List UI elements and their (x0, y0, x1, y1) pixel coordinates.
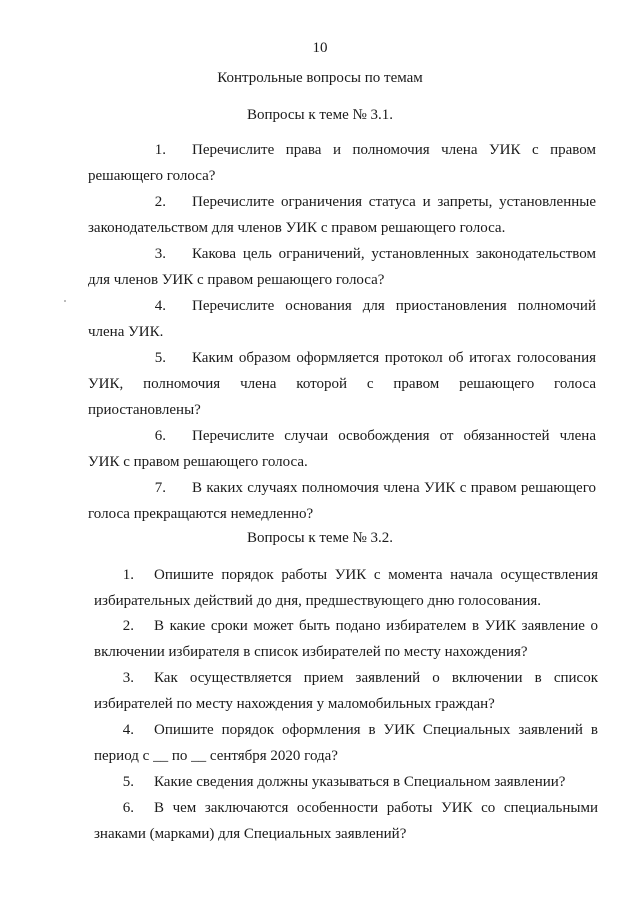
question-text: Перечислите основания для приостановления полномочий члена УИК. (88, 298, 596, 340)
section-2-question-1 (94, 562, 598, 614)
question-text: Перечислите случаи освобождения от обязанностей члена УИК с правом решающего голоса. (88, 428, 596, 470)
question-number: 4. (122, 722, 134, 738)
question-text: В чем заключаются особенности работы УИК со специальными знаками (марками) для Специальных заявлений? (94, 800, 598, 842)
question-text: Перечислите ограничения статуса и запреты, установленные законодательством для членов УИК с правом решающего голоса. (88, 194, 596, 236)
question-number: 1. (122, 567, 134, 583)
section-2-question-6 (94, 795, 598, 847)
question-number: 4. (154, 298, 166, 314)
section-1-question-2 (88, 189, 596, 241)
question-number: 3. (122, 670, 134, 686)
question-text: Опишите порядок работы УИК с момента начала осуществления избирательных действий до дня, предшествующего дню голосования. (94, 567, 598, 609)
question-text: В каких случаях полномочия члена УИК с правом решающего голоса прекращаются немедленно? (88, 480, 596, 522)
question-number: 3. (154, 246, 166, 262)
question-number: 2. (122, 618, 134, 634)
section-1-question-4 (88, 293, 596, 345)
section-2-question-4 (94, 717, 598, 769)
section-1-question-6 (88, 423, 596, 475)
question-text: Какова цель ограничений, установленных законодательством для членов УИК с правом решающего голоса? (88, 246, 596, 288)
section-1-question-1 (88, 137, 596, 189)
question-number: 6. (154, 428, 166, 444)
section-1-question-3 (88, 241, 596, 293)
section-1-question-5 (88, 345, 596, 423)
question-text: Каким образом оформляется протокол об итогах голосования УИК, полномочия члена которой с правом решающего голоса приостановлены? (88, 350, 596, 418)
question-text: Как осуществляется прием заявлений о включении в список избирателей по месту нахождения у маломобильных граждан? (94, 670, 598, 712)
main-heading: Контрольные вопросы по темам (217, 70, 423, 86)
question-number: 5. (154, 350, 166, 366)
section-2-question-3 (94, 665, 598, 717)
question-text: Какие сведения должны указываться в Специальном заявлении? (154, 774, 566, 790)
question-number: 1. (154, 142, 166, 158)
question-text: Перечислите права и полномочия члена УИК с правом решающего голоса? (88, 142, 596, 184)
section-2-question-5 (94, 769, 598, 795)
page-number: 10 (312, 40, 328, 56)
question-text: В какие сроки может быть подано избирателем в УИК заявление о включении избирателя в список избирателей по месту нахождения? (94, 618, 598, 660)
section-2-question-2 (94, 613, 598, 665)
section-1-question-7 (88, 475, 596, 527)
question-number: 6. (122, 800, 134, 816)
question-text: Опишите порядок оформления в УИК Специальных заявлений в период с __ по __ сентября 2020 года? (94, 722, 598, 764)
question-number: 2. (154, 194, 166, 210)
section-2-heading: Вопросы к теме № 3.2. (246, 530, 394, 546)
section-1-heading: Вопросы к теме № 3.1. (246, 107, 394, 123)
question-number: 5. (122, 774, 134, 790)
scan-speck (64, 300, 66, 302)
question-number: 7. (154, 480, 166, 496)
